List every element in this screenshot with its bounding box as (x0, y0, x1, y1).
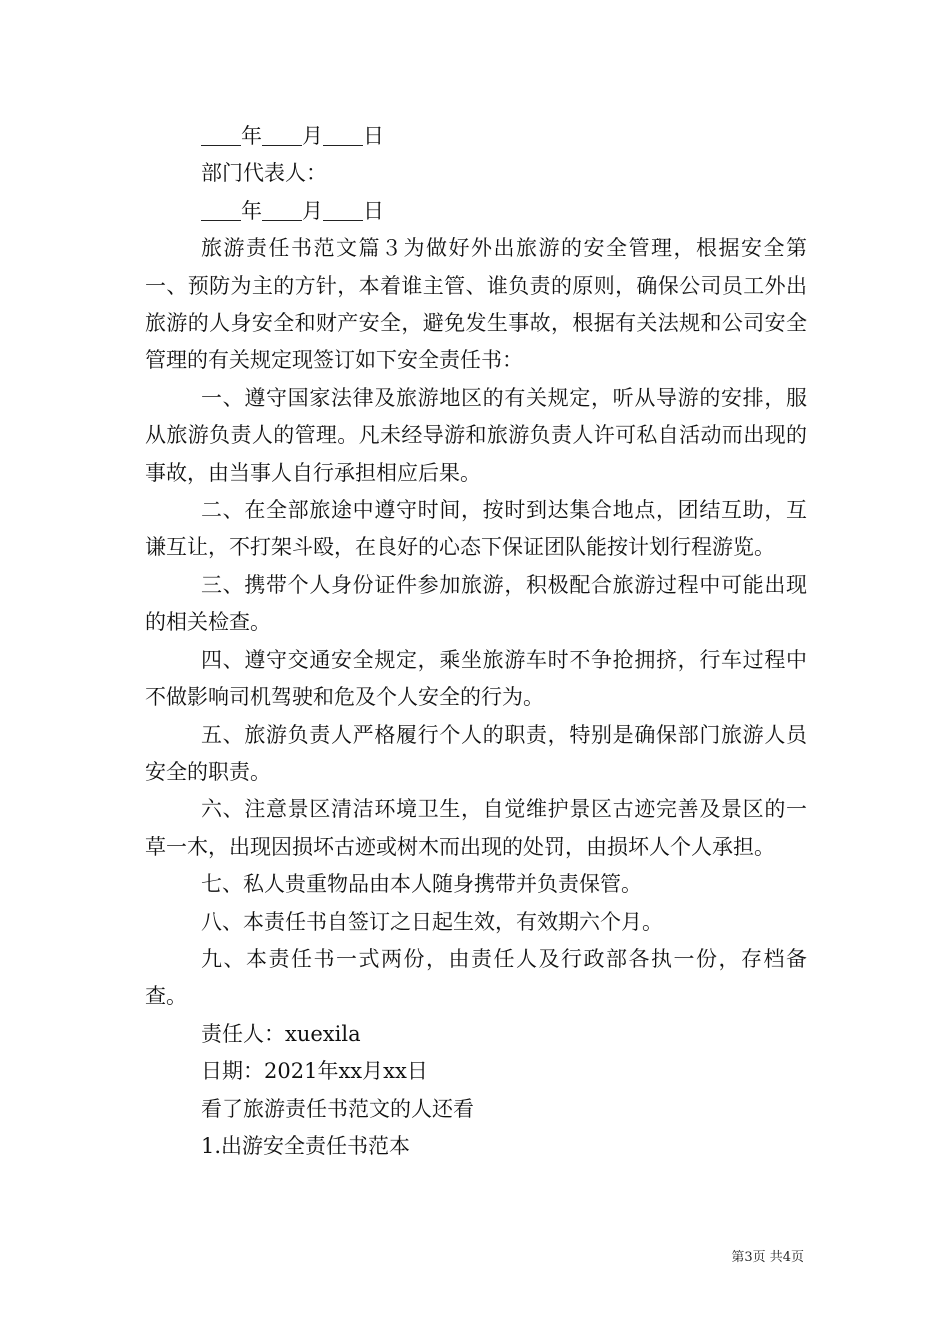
related-link-1[interactable]: 1.出游安全责任书范本 (201, 1133, 411, 1158)
intro-paragraph: 旅游责任书范文篇３为做好外出旅游的安全管理，根据安全第一、预防为主的方针，本着谁主管、谁负责的原则，确保公司员工外出旅游的人身安全和财产安全，避免发生事故，根据有关法规和公司安全管理的有关规定现签订如下安全责任书： (145, 236, 807, 373)
date-line-1: 年 月 日 (145, 118, 807, 155)
sign-date: 日期：2021年xx月xx日 (201, 1059, 428, 1084)
blank-underline (201, 123, 241, 146)
clause-9: 九、本责任书一式两份，由责任人及行政部各执一份，存档备查。 (145, 946, 807, 1009)
document-body (145, 118, 807, 1165)
clause-2: 二、在全部旅途中遵守时间，按时到达集合地点，团结互助，互谦互让，不打架斗殴，在良好的心态下保证团队能按计划行程游览。 (145, 498, 807, 560)
related-heading: 看了旅游责任书范文的人还看 (201, 1096, 474, 1121)
date-line-2: 年 月 日 (145, 193, 807, 230)
clause-6: 六、注意景区清洁环境卫生，自觉维护景区古迹完善及景区的一草一木，出现因损坏古迹或树木而出现的处罚，由损坏人个人承担。 (145, 797, 807, 859)
dept-rep-label: 部门代表人： (201, 161, 327, 186)
page-footer: 第3页 共4页 (731, 1250, 804, 1265)
blank-underline (323, 123, 363, 146)
blank-underline (262, 123, 302, 146)
clause-8: 八、本责任书自签订之日起生效，有效期六个月。 (201, 909, 663, 934)
blank-underline (323, 198, 363, 221)
clause-7: 七、私人贵重物品由本人随身携带并负责保管。 (201, 872, 642, 897)
blank-underline (262, 198, 302, 221)
blank-underline (201, 198, 241, 221)
clause-4: 四、遵守交通安全规定，乘坐旅游车时不争抢拥挤，行车过程中不做影响司机驾驶和危及个人安全的行为。 (145, 647, 807, 710)
clause-1: 一、遵守国家法律及旅游地区的有关规定，听从导游的安排，服从旅游负责人的管理。凡未经导游和旅游负责人许可私自活动而出现的事故，由当事人自行承担相应后果。 (145, 385, 807, 485)
responsible-person: 责任人：xuexila (201, 1021, 361, 1046)
clause-5: 五、旅游负责人严格履行个人的职责，特别是确保部门旅游人员安全的职责。 (145, 722, 807, 784)
clause-3: 三、携带个人身份证件参加旅游，积极配合旅游过程中可能出现的相关检查。 (145, 572, 807, 635)
